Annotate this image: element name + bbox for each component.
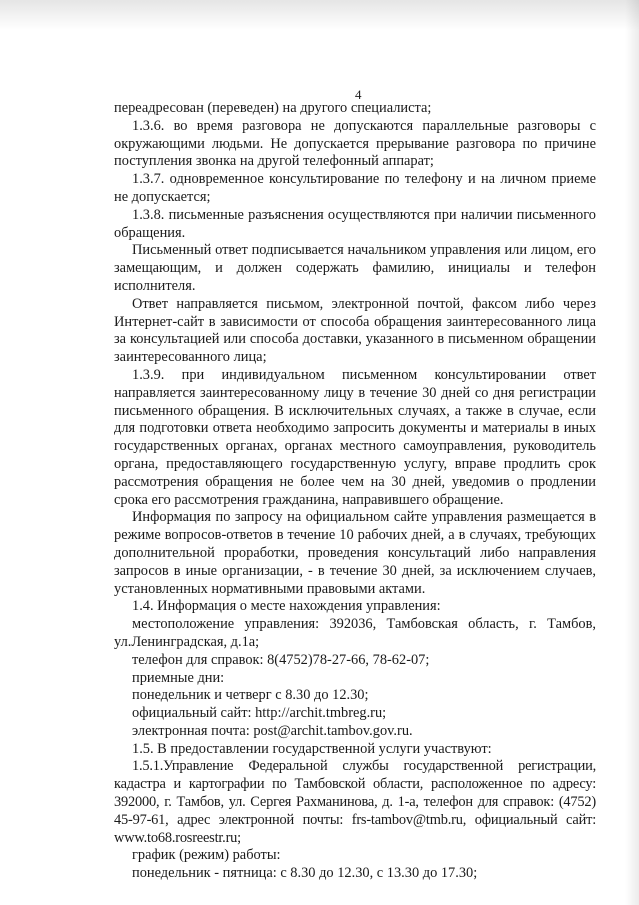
scan-shadow-top	[0, 0, 639, 30]
paragraph-answer-delivery: Ответ направляется письмом, электронной почтой, факсом либо через Интернет-сайт в зависимости от способа обращения заинтересованного лица за консультацией или способа доставки, указанного в письменном обращении заинтересованного лица;	[114, 295, 596, 366]
paragraph-redirect: переадресован (переведен) на другого специалиста;	[114, 100, 432, 116]
paragraph-reception-hours: понедельник и четверг с 8.30 до 12.30;	[132, 687, 369, 704]
document-body	[114, 100, 596, 883]
paragraph-1-5: 1.5. В предоставлении государственной услуги участвуют:	[132, 740, 492, 757]
paragraph-1-3-7: 1.3.7. одновременное консультирование по телефону и на личном приеме не допускается;	[114, 171, 596, 205]
paragraph-weekdays-hours: понедельник - пятница: с 8.30 до 12.30, с 13.30 до 17.30;	[132, 865, 478, 882]
paragraph-1-4: 1.4. Информация о месте нахождения управления:	[132, 598, 441, 615]
paragraph-email: электронная почта: post@archit.tambov.gov.ru.	[132, 722, 413, 739]
paragraph-phone: телефон для справок: 8(4752)78-27-66, 78-62-07;	[132, 651, 430, 668]
paragraph-written-answer: Письменный ответ подписывается начальником управления или лицом, его замещающим, и должен содержать фамилию, инициалы и телефон исполнителя.	[114, 242, 596, 294]
page-number: 4	[355, 87, 362, 102]
paragraph-website-info: Информация по запросу на официальном сайте управления размещается в режиме вопросов-ответов в течение 10 рабочих дней, а в случаях, требующих дополнительной проработки, проведения консультаций либо направления запросов в иные организации, - в течение 30 дней, за исключением случаев, установленных нормативными правовыми актами.	[114, 509, 596, 597]
paragraph-1-3-6: 1.3.6. во время разговора не допускаются параллельные разговоры с окружающими людьми. Не допускается прерывание разговора по причине поступления звонка на другой телефонный аппарат;	[114, 117, 596, 170]
paragraph-1-5-1: 1.5.1.Управление Федеральной службы государственной регистрации, кадастра и картографии по Тамбовской области, расположенное по адресу: 392000, г. Тамбов, ул. Сергея Рахманинова, д. 1-а, телефон для справок: (4752) 45-97-61, адрес электронной почты: frs-tambov@tmb.ru, официальный сайт: www.to68.rosreestr.ru;	[114, 758, 596, 846]
paragraph-1-3-8: 1.3.8. письменные разъяснения осуществляются при наличии письменного обращения.	[114, 206, 596, 241]
paragraph-official-site: официальный сайт: http://archit.tmbreg.ru;	[132, 705, 387, 722]
paragraph-schedule: график (режим) работы:	[132, 847, 281, 864]
paragraph-1-3-9: 1.3.9. при индивидуальном письменном консультировании ответ направляется заинтересованному лицу в течение 30 дней со дня регистрации письменного обращения. В исключительных случаях, а также в случае, если для подготовки ответа необходимо запросить документы и материалы в иных государственных органах, органах местного самоуправления, руководитель органа, предоставляющего государственную услугу, вправе продлить срок рассмотрения обращения не более чем на 30 дней, уведомив о продлении срока его рассмотрения гражданина, направившего обращение.	[114, 366, 596, 508]
paragraph-location: местоположение управления: 392036, Тамбовская область, г. Тамбов, ул.Ленинградская, д.1а;	[114, 616, 596, 650]
paragraph-reception-days: приемные дни:	[132, 669, 225, 686]
scan-shadow-right	[625, 0, 639, 905]
document-page	[114, 88, 596, 883]
